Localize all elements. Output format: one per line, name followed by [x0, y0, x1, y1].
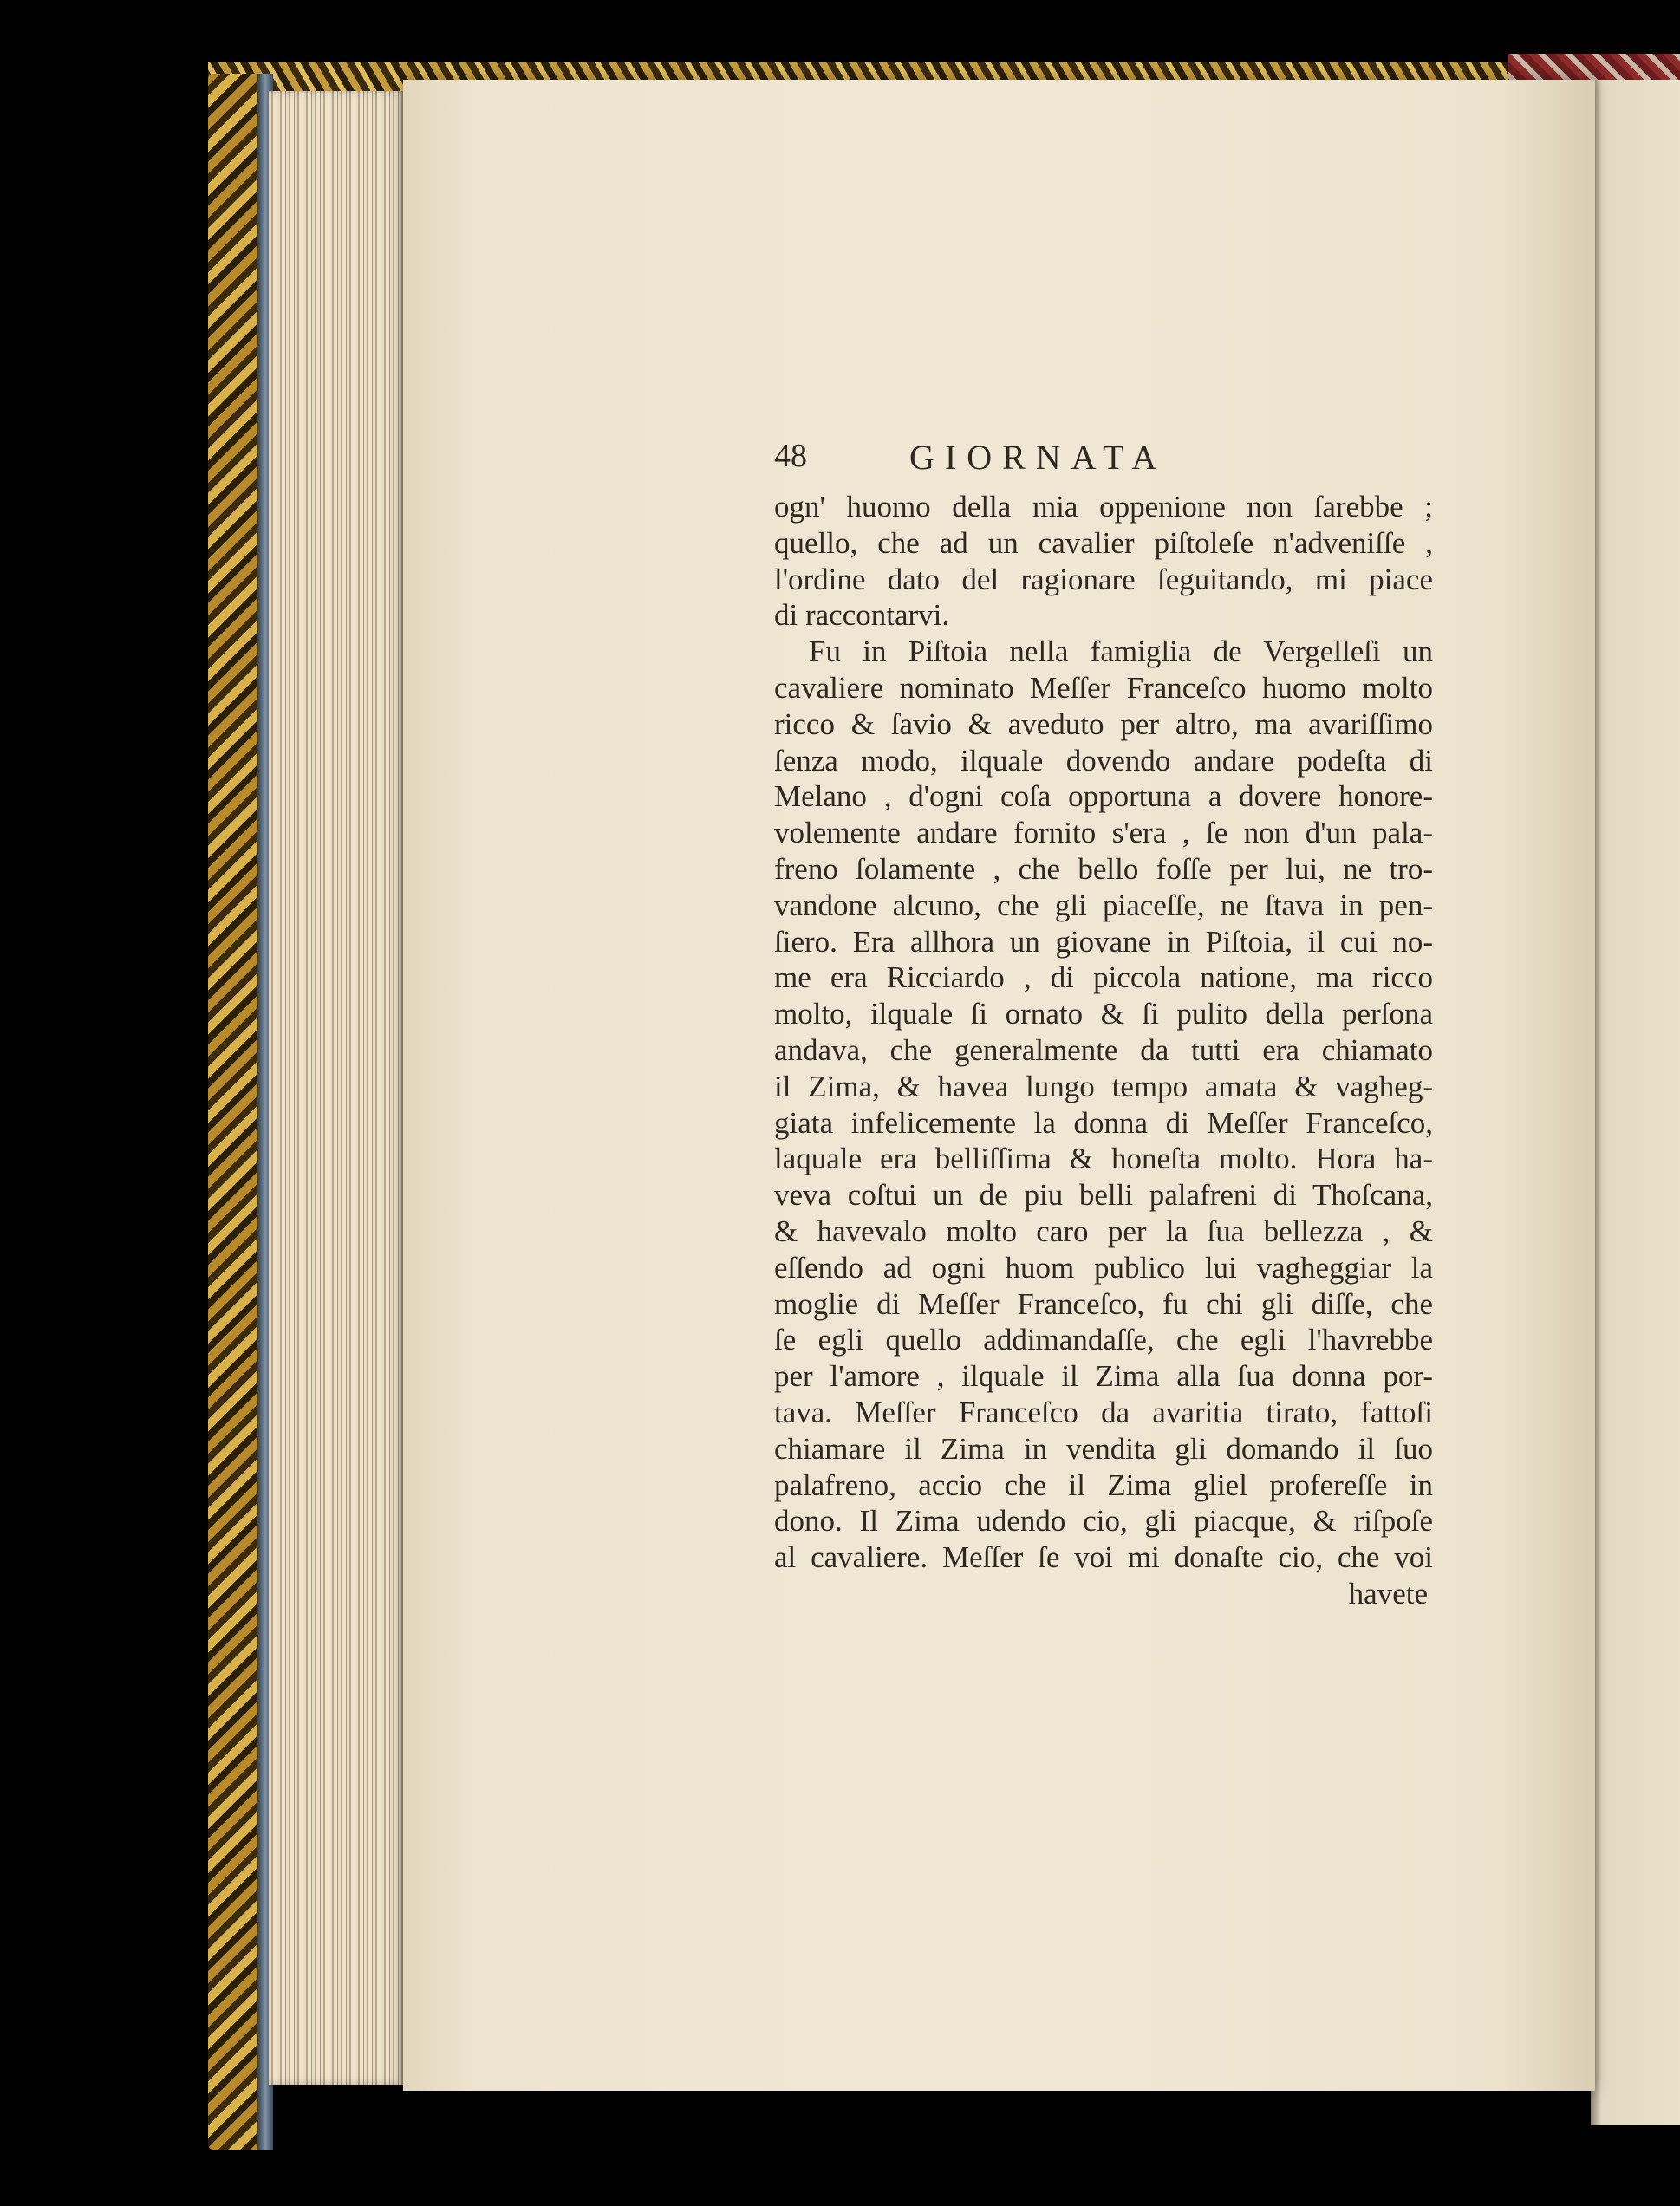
text-block [774, 437, 1433, 1612]
text-line: veva coſtui un de piu belli palafreni di Thoſcana, [774, 1178, 1433, 1213]
text-line: al cavaliere. Meſſer ſe voi mi donaſte cio, che voi [774, 1540, 1433, 1575]
text-line: ogn' huomo della mia oppenione non ſarebbe ; [774, 490, 1433, 524]
running-head [774, 437, 1433, 489]
text-line: dono. Il Zima udendo cio, gli piacque, & riſpoſe [774, 1504, 1433, 1539]
text-line: me era Ricciardo , di piccola natione, ma ricco [774, 960, 1433, 995]
text-line: di raccontarvi. [774, 598, 950, 633]
running-title: GIORNATA [909, 438, 1168, 477]
text-line: il Zima, & havea lungo tempo amata & vagheg- [774, 1069, 1433, 1103]
text-line: laquale era belliſſima & honeſta molto. Hora ha- [774, 1142, 1433, 1176]
text-line: tava. Meſſer Franceſco da avaritia tirato, fattoſi [774, 1395, 1433, 1429]
text-line: ricco & ſavio & aveduto per altro, ma avariſſimo [774, 706, 1433, 741]
text-line: ſenza modo, ilquale dovendo andare podeſta di [774, 743, 1433, 778]
text-line: chiamare il Zima in vendita gli domando il ſuo [774, 1431, 1433, 1466]
text-line: andava, che generalmente da tutti era chiamato [774, 1032, 1433, 1067]
text-line: per l'amore , ilquale il Zima alla ſua donna por- [774, 1359, 1433, 1394]
text-line: giata infelicemente la donna di Meſſer Franceſco, [774, 1105, 1433, 1140]
text-line: ſiero. Era allhora un giovane in Piſtoia, il cui no- [774, 924, 1433, 959]
page-block-edges [269, 91, 407, 2085]
text-line: & havevalo molto caro per la ſua bellezza , & [774, 1214, 1433, 1248]
gilt-cover-spine-edge [208, 74, 273, 2150]
text-line: l'ordine dato del ragionare ſeguitando, mi piace [774, 562, 1433, 596]
text-line: moglie di Meſſer Franceſco, fu chi gli diſſe, che [774, 1286, 1433, 1321]
text-line: vandone alcuno, che gli piaceſſe, ne ſtava in pen- [774, 888, 1433, 922]
facing-page-edge [1591, 80, 1680, 2125]
text-line: cavaliere nominato Meſſer Franceſco huomo molto [774, 670, 1433, 705]
text-line: freno ſolamente , che bello foſſe per lui, ne tro- [774, 851, 1433, 886]
page-number: 48 [774, 438, 807, 474]
text-line: molto, ilquale ſi ornato & ſi pulito della perſona [774, 997, 1433, 1031]
text-line: Fu in Piſtoia nella famiglia de Vergelleſi un [809, 634, 1433, 669]
catchword: havete [1348, 1576, 1428, 1611]
text-line: Melano , d'ogni coſa opportuna a dovere honore- [774, 779, 1433, 814]
text-line: palafreno, accio che il Zima gliel profereſſe in [774, 1467, 1433, 1502]
text-line: eſſendo ad ogni huom publico lui vagheggiar la [774, 1250, 1433, 1285]
text-line: quello, che ad un cavalier piſtoleſe n'adveniſſe , [774, 525, 1433, 560]
text-line: ſe egli quello addimandaſſe, che egli l'havrebbe [774, 1323, 1433, 1357]
text-line: volemente andare fornito s'era , ſe non d'un pala- [774, 816, 1433, 850]
